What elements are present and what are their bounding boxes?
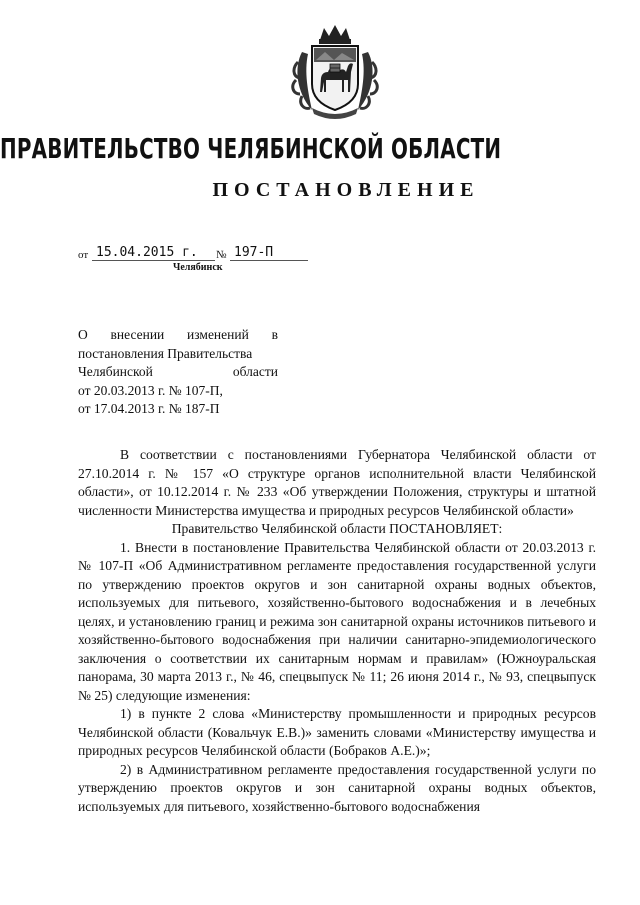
number-value: 197-П	[230, 245, 308, 261]
paragraph-preamble: В соответствии с постановлениями Губернатора Челябинской области от 27.10.2014 г. № 157 «О структуре органов исполнительной власти Челябинской области», от 10.12.2014 г. № 233 «Об утверждении Положения, структуры и штатной численности Министерства имущества и природных ресурсов Челябинской области»	[78, 447, 596, 518]
paragraph-subitem-1: 1) в пункте 2 слова «Министерству промышленности и природных ресурсов Челябинской области (Ковальчук Е.В.)» заменить словами «Министерству имущества и природных ресурсов Челябинской области (Бобраков А.Е.)»;	[78, 706, 596, 758]
document-subject	[78, 326, 278, 419]
city-label: Челябинск	[173, 262, 223, 273]
document-body	[78, 446, 596, 816]
subject-line-1: О внесении изменений в	[78, 327, 278, 342]
subject-line-3: Челябинской области	[78, 364, 278, 380]
paragraph-subitem-2: 2) в Административном регламенте предоставления государственной услуги по утверждению проектов округов и зон санитарной охраны водных объектов, используемых для питьевого, хозяйственно-бытового водоснабжения	[78, 761, 596, 814]
date-value: 15.04.2015 г.	[92, 245, 215, 261]
subject-line-2: постановления Правительства	[78, 345, 253, 361]
paragraph-item-1: 1. Внести в постановление Правительства Челябинской области от 20.03.2013 г. № 107-П «Об Административном регламенте предоставления государственной услуги по утверждению проектов округов и зон санитарной охраны водных объектов, используемых для питьевого, хозяйственно-бытового водоснабжения и в лечебных целях, и установлению границ и режима зон санитарной охраны источников питьевого и хозяйственно-бытового водоснабжения при наличии санитарно-эпидемиологического заключения о соответствии их санитарным нормам и правилам» (Южноуральская панорама, 30 марта 2013 г., № 46, спецвыпуск № 11; 26 июня 2014 г., № 93, спецвыпуск № 25) следующие изменения:	[78, 539, 596, 703]
number-label: №	[216, 249, 227, 261]
date-label: от	[78, 249, 89, 261]
coat-of-arms-icon	[290, 22, 380, 122]
paragraph-resolves: Правительство Челябинской области ПОСТАНОВЛЯЕТ:	[171, 521, 503, 536]
subject-line-4: от 20.03.2013 г. № 107-П,	[78, 382, 223, 398]
document-type: ПОСТАНОВЛЕНИЕ	[212, 179, 480, 201]
subject-line-5: от 17.04.2013 г. № 187-П	[78, 401, 220, 417]
organization-title: ПРАВИТЕЛЬСТВО ЧЕЛЯБИНСКОЙ ОБЛАСТИ	[0, 132, 502, 165]
